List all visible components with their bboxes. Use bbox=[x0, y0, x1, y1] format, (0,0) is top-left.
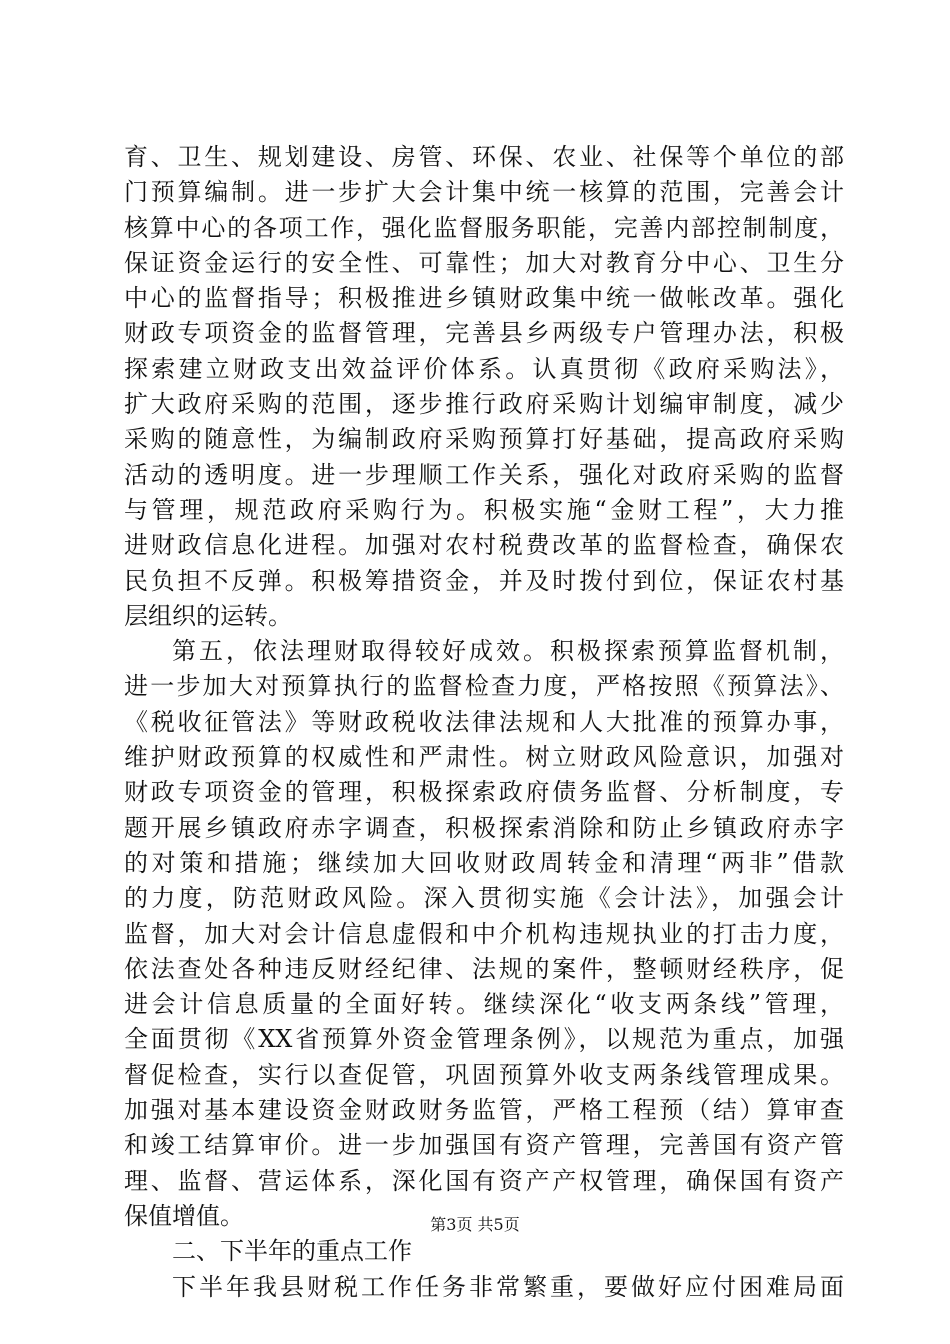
section-heading: 二、下半年的重点工作 bbox=[172, 1237, 412, 1266]
text-line: 理、监督、营运体系，深化国有资产产权管理，确保国有资产 bbox=[124, 1166, 844, 1195]
text-line: 加强对基本建设资金财政财务监管，严格工程预（结）算审查 bbox=[124, 1096, 844, 1125]
text-line: 扩大政府采购的范围，逐步推行政府采购计划编审制度，减少 bbox=[124, 390, 844, 419]
text-line: 监督，加大对会计信息虚假和中介机构违规执业的打击力度， bbox=[124, 919, 844, 948]
paragraph-start-line: 下半年我县财税工作任务非常繁重，要做好应付困难局面 bbox=[172, 1272, 844, 1301]
text-line: 民负担不反弹。积极筹措资金，并及时拨付到位，保证农村基 bbox=[124, 566, 844, 595]
text-line: 活动的透明度。进一步理顺工作关系，强化对政府采购的监督 bbox=[124, 460, 844, 489]
text-line: 督促检查，实行以查促管，巩固预算外收支两条线管理成果。 bbox=[124, 1060, 844, 1089]
paragraph-start-line: 第五，依法理财取得较好成效。积极探索预算监督机制， bbox=[172, 637, 844, 666]
text-line: 采购的随意性，为编制政府采购预算打好基础，提高政府采购 bbox=[124, 425, 844, 454]
text-line: 和竣工结算审价。进一步加强国有资产管理，完善国有资产管 bbox=[124, 1131, 844, 1160]
text-line: 题开展乡镇政府赤字调查，积极探索消除和防止乡镇政府赤字 bbox=[124, 813, 844, 842]
text-line: 保值增值。 bbox=[124, 1201, 244, 1230]
text-line: 全面贯彻《XX省预算外资金管理条例》，以规范为重点，加强 bbox=[124, 1025, 844, 1054]
text-line: 的对策和措施；继续加大回收财政周转金和清理“两非”借款 bbox=[124, 848, 844, 877]
text-line: 育、卫生、规划建设、房管、环保、农业、社保等个单位的部 bbox=[124, 143, 844, 171]
text-line: 的力度，防范财政风险。深入贯彻实施《会计法》，加强会计 bbox=[124, 884, 844, 913]
text-line: 财政专项资金的管理，积极探索政府债务监督、分析制度，专 bbox=[124, 778, 844, 807]
text-line: 探索建立财政支出效益评价体系。认真贯彻《政府采购法》， bbox=[124, 354, 844, 383]
text-line: 层组织的运转。 bbox=[124, 601, 292, 630]
text-line: 依法查处各种违反财经纪律、法规的案件，整顿财经秩序，促 bbox=[124, 954, 844, 983]
text-line: 维护财政预算的权威性和严肃性。树立财政风险意识，加强对 bbox=[124, 743, 844, 772]
text-line: 财政专项资金的监督管理，完善县乡两级专户管理办法，积极 bbox=[124, 319, 844, 348]
text-line: 与管理，规范政府采购行为。积极实施“金财工程”，大力推 bbox=[124, 495, 844, 524]
text-line: 进一步加大对预算执行的监督检查力度，严格按照《预算法》、 bbox=[124, 672, 844, 701]
body-text bbox=[124, 140, 844, 1305]
text-line: 进会计信息质量的全面好转。继续深化“收支两条线”管理， bbox=[124, 990, 844, 1019]
page-footer: 第3页 共5页 bbox=[430, 1215, 520, 1234]
text-line: 门预算编制。进一步扩大会计集中统一核算的范围，完善会计 bbox=[124, 178, 844, 207]
text-line: 核算中心的各项工作，强化监督服务职能，完善内部控制制度， bbox=[124, 213, 844, 242]
text-line: 保证资金运行的安全性、可靠性；加大对教育分中心、卫生分 bbox=[124, 248, 844, 277]
text-line: 进财政信息化进程。加强对农村税费改革的监督检查，确保农 bbox=[124, 531, 844, 560]
text-line: 《税收征管法》等财政税收法律法规和人大批准的预算办事， bbox=[124, 707, 844, 736]
text-line: 中心的监督指导；积极推进乡镇财政集中统一做帐改革。强化 bbox=[124, 284, 844, 313]
